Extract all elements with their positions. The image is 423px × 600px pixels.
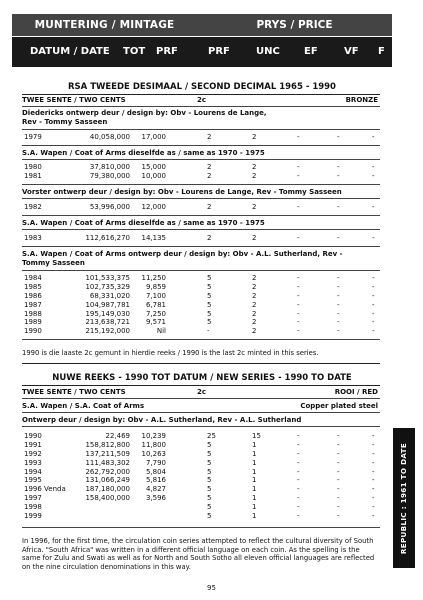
table-row (22, 432, 380, 441)
cell-unc: 1 (252, 458, 257, 467)
cell-ef: - (297, 309, 300, 318)
cell-ef: - (297, 327, 300, 336)
cell-prf: 5 (207, 300, 212, 309)
cell-f: - (372, 458, 375, 467)
cell-unc: 1 (252, 503, 257, 512)
table-row (22, 494, 380, 503)
col-prf-price: PRF (208, 46, 230, 57)
cell-prf: 5 (207, 440, 212, 449)
cell-proof-mintage: 11,800 (141, 440, 166, 449)
cell-vf: - (337, 512, 340, 521)
cell-vf: - (337, 203, 340, 211)
cell-ef: - (297, 234, 300, 242)
column-header-bar (12, 37, 392, 67)
table-row (22, 459, 380, 468)
section2-note (22, 537, 382, 571)
cell-vf: - (337, 163, 340, 171)
cell-f: - (372, 476, 375, 485)
cell-vf: - (337, 318, 340, 327)
cell-year: 1990 (24, 432, 42, 440)
cell-vf: - (337, 432, 340, 440)
coin-name: TWEE SENTE / TWO CENTS (22, 388, 126, 396)
cell-year: 1990 (24, 327, 42, 336)
divider (22, 106, 380, 107)
cell-prf: 5 (207, 512, 212, 521)
divider (22, 339, 380, 340)
col-unc: UNC (256, 46, 280, 57)
cell-f: - (372, 171, 375, 180)
cell-mintage: 215,192,000 (85, 327, 130, 336)
coin-name: TWEE SENTE / TWO CENTS (22, 96, 126, 104)
cell-mintage: 102,735,329 (85, 282, 130, 291)
cell-vf: - (337, 440, 340, 449)
table-row (22, 441, 380, 450)
table-row (22, 133, 380, 142)
cell-year: 1988 (24, 309, 42, 318)
cell-unc: 2 (252, 327, 257, 336)
cell-year: 1991 (24, 440, 42, 449)
cell-proof-mintage: 7,250 (145, 309, 166, 318)
cell-prf: 5 (207, 494, 212, 503)
cell-mintage: 68,331,020 (89, 291, 130, 300)
cell-f: - (372, 512, 375, 521)
cell-year: 1999 (24, 512, 42, 521)
col-date: DATUM / DATE (30, 46, 110, 57)
cell-mintage: 158,812,800 (85, 440, 130, 449)
cell-year: 1989 (24, 318, 42, 327)
cell-unc: 1 (252, 494, 257, 503)
note-line: same for Zulu and Swati as well as for North and South Sotho all eleven official languages are reflected (22, 554, 375, 563)
table-row (22, 234, 380, 243)
cell-vf: - (337, 449, 340, 458)
cell-vf: - (337, 133, 340, 141)
data-table (22, 203, 380, 212)
cell-unc: 2 (252, 171, 257, 180)
cell-prf: 2 (207, 203, 212, 211)
cell-vf: - (337, 503, 340, 512)
cell-prf: 5 (207, 274, 212, 282)
note-line: on the nine circulation denominations in this way. (22, 562, 191, 571)
data-table (22, 274, 380, 336)
divider (22, 129, 380, 130)
cell-mintage: 111,483,302 (85, 458, 130, 467)
cell-year: 1992 (24, 449, 42, 458)
table-row (22, 450, 380, 459)
cell-mintage: 79,380,000 (89, 171, 130, 180)
cell-year: 1982 (24, 203, 42, 211)
cell-ef: - (297, 274, 300, 282)
cell-f: - (372, 300, 375, 309)
col-prf-mintage: PRF (156, 46, 178, 57)
cell-year: 1986 (24, 291, 42, 300)
cell-unc: 2 (252, 282, 257, 291)
divider (22, 270, 380, 271)
table-row (22, 283, 380, 292)
table-row (22, 327, 380, 336)
data-table (22, 133, 380, 142)
cell-unc: 1 (252, 485, 257, 494)
side-tab-label: REPUBLIC : 1961 TO DATE (399, 442, 409, 554)
cell-ef: - (297, 171, 300, 180)
cell-ef: - (297, 458, 300, 467)
price-header-label: PRYS / PRICE (256, 19, 333, 31)
mintage-header-label: MUNTERING / MINTAGE (34, 19, 175, 31)
cell-ef: - (297, 503, 300, 512)
cell-f: - (372, 432, 375, 440)
cell-year: 1981 (24, 171, 42, 180)
cell-ef: - (297, 494, 300, 503)
cell-f: - (372, 440, 375, 449)
table-row (22, 301, 380, 310)
cell-unc: 2 (252, 291, 257, 300)
cell-f: - (372, 327, 375, 336)
cell-prf: 2 (207, 133, 212, 141)
cell-vf: - (337, 282, 340, 291)
cell-unc: 1 (252, 467, 257, 476)
cell-year: 1994 (24, 467, 42, 476)
cell-unc: 2 (252, 274, 257, 282)
design-note: S.A. Wapen / Coat of Arms dieselfde as / same as 1970 - 1975 (22, 149, 265, 157)
cell-year: 1985 (24, 282, 42, 291)
cell-proof-mintage: 9,859 (145, 282, 166, 291)
cell-prf: 5 (207, 282, 212, 291)
cell-mintage: 195,149,030 (85, 309, 130, 318)
cell-proof-mintage: 11,250 (141, 274, 166, 282)
cell-f: - (372, 291, 375, 300)
cell-year: 1996 Venda (24, 485, 66, 494)
cell-mintage: 104,987,781 (85, 300, 130, 309)
cell-unc: 2 (252, 318, 257, 327)
section2-arms-row (22, 402, 380, 410)
cell-f: - (372, 449, 375, 458)
arms-label: S.A. Wapen / S.A. Coat of Arms (22, 402, 145, 410)
table-row (22, 203, 380, 212)
cell-proof-mintage: 17,000 (141, 133, 166, 141)
cell-year: 1998 (24, 503, 42, 512)
cell-ef: - (297, 291, 300, 300)
cell-f: - (372, 467, 375, 476)
note-line: In 1996, for the first time, the circulation coin series attempted to reflect the cultural diversity of South (22, 537, 374, 545)
cell-unc: 2 (252, 163, 257, 171)
cell-unc: 2 (252, 300, 257, 309)
cell-prf: 25 (207, 432, 216, 440)
cell-ef: - (297, 440, 300, 449)
section1-note: 1990 is die laaste 2c gemunt in hierdie reeks / 1990 is the last 2c minted in this series. (22, 349, 319, 357)
cell-ef: - (297, 432, 300, 440)
design-note: S.A. Wapen / Coat of Arms dieselfde as / same as 1970 - 1975 (22, 219, 265, 227)
cell-vf: - (337, 327, 340, 336)
divider (22, 229, 380, 230)
cell-f: - (372, 485, 375, 494)
table-row (22, 163, 380, 172)
cell-proof-mintage: 5,804 (145, 467, 166, 476)
cell-f: - (372, 503, 375, 512)
divider (22, 385, 380, 386)
cell-mintage: 22,469 (105, 432, 130, 440)
cell-mintage: 213,638,721 (85, 318, 130, 327)
design-note: Ontwerp deur / design by: Obv - A.L. Sutherland, Rev - A.L. Sutherland (22, 416, 302, 424)
cell-vf: - (337, 300, 340, 309)
cell-f: - (372, 274, 375, 282)
divider (22, 159, 380, 160)
cell-mintage: 262,792,000 (85, 467, 130, 476)
coin-metal: ROOI / RED (334, 388, 378, 396)
table-row (22, 274, 380, 283)
cell-year: 1993 (24, 458, 42, 467)
cell-prf: 5 (207, 291, 212, 300)
cell-proof-mintage: 7,100 (145, 291, 166, 300)
table-row (22, 476, 380, 485)
cell-vf: - (337, 309, 340, 318)
divider (22, 398, 380, 399)
design-note: S.A. Wapen / Coat of Arms ontwerp deur / design by: Obv - A.L. Sutherland, Rev - (22, 250, 343, 258)
col-vf: VF (344, 46, 359, 57)
cell-f: - (372, 494, 375, 503)
cell-ef: - (297, 467, 300, 476)
cell-prf: 5 (207, 485, 212, 494)
arms-metal: Copper plated steel (300, 402, 378, 410)
cell-f: - (372, 234, 375, 242)
cell-unc: 2 (252, 133, 257, 141)
cell-ef: - (297, 485, 300, 494)
cell-f: - (372, 309, 375, 318)
cell-year: 1995 (24, 476, 42, 485)
cell-vf: - (337, 467, 340, 476)
cell-prf: 2 (207, 163, 212, 171)
cell-ef: - (297, 300, 300, 309)
cell-prf: - (207, 327, 210, 336)
cell-proof-mintage: 12,000 (141, 203, 166, 211)
cell-proof-mintage: 4,827 (145, 485, 166, 494)
cell-proof-mintage: 6,781 (145, 300, 166, 309)
coin-denom: 2c (197, 388, 207, 396)
cell-mintage: 158,400,000 (85, 494, 130, 503)
cell-vf: - (337, 234, 340, 242)
section-side-tab (393, 428, 415, 568)
cell-vf: - (337, 485, 340, 494)
mintage-header (12, 14, 197, 36)
cell-prf: 5 (207, 318, 212, 327)
cell-vf: - (337, 291, 340, 300)
cell-prf: 5 (207, 476, 212, 485)
cell-mintage: 101,533,375 (85, 274, 130, 282)
cell-vf: - (337, 476, 340, 485)
cell-prf: 2 (207, 234, 212, 242)
cell-proof-mintage: 10,263 (141, 449, 166, 458)
cell-ef: - (297, 512, 300, 521)
table-row (22, 485, 380, 494)
col-tot: TOT (123, 46, 146, 57)
cell-proof-mintage: 10,239 (141, 432, 166, 440)
cell-year: 1987 (24, 300, 42, 309)
cell-f: - (372, 203, 375, 211)
cell-proof-mintage: 7,790 (145, 458, 166, 467)
price-header (197, 14, 392, 36)
design-note: Diedericks ontwerp deur / design by: Obv - Lourens de Lange, (22, 109, 267, 117)
note-line: Africa. "South Africa" was written in a different official language on each coin. As the spelling is the (22, 545, 360, 554)
cell-unc: 1 (252, 476, 257, 485)
cell-mintage: 53,996,000 (89, 203, 130, 211)
cell-prf: 2 (207, 171, 212, 180)
divider (22, 426, 380, 427)
cell-f: - (372, 318, 375, 327)
cell-proof-mintage: 15,000 (141, 163, 166, 171)
cell-ef: - (297, 282, 300, 291)
section1-title: RSA TWEEDE DESIMAAL / SECOND DECIMAL 1965 - 1990 (68, 82, 336, 92)
divider (22, 527, 380, 528)
divider (22, 184, 380, 185)
cell-prf: 5 (207, 503, 212, 512)
design-note: Vorster ontwerp deur / design by: Obv - Lourens de Lange, Rev - Tommy Sasseen (22, 188, 342, 196)
cell-ef: - (297, 133, 300, 141)
cell-vf: - (337, 494, 340, 503)
cell-prf: 5 (207, 309, 212, 318)
cell-unc: 1 (252, 440, 257, 449)
design-note: Tommy Sasseen (22, 259, 85, 267)
cell-vf: - (337, 458, 340, 467)
divider (22, 145, 380, 146)
data-table (22, 163, 380, 181)
cell-proof-mintage: 14,135 (141, 234, 166, 242)
cell-vf: - (337, 171, 340, 180)
cell-mintage: 137,211,509 (85, 449, 130, 458)
cell-mintage: 37,810,000 (89, 163, 130, 171)
cell-f: - (372, 163, 375, 171)
divider (22, 412, 380, 413)
cell-prf: 5 (207, 449, 212, 458)
divider (22, 94, 380, 95)
cell-unc: 2 (252, 309, 257, 318)
cell-prf: 5 (207, 467, 212, 476)
cell-prf: 5 (207, 458, 212, 467)
section2-title: NUWE REEKS - 1990 TOT DATUM / NEW SERIES - 1990 TO DATE (52, 373, 352, 383)
cell-f: - (372, 282, 375, 291)
coin-denom: 2c (197, 96, 207, 104)
cell-year: 1980 (24, 163, 42, 171)
cell-ef: - (297, 318, 300, 327)
cell-year: 1997 (24, 494, 42, 503)
cell-unc: 2 (252, 203, 257, 211)
page-number: 95 (207, 584, 216, 592)
cell-proof-mintage: 9,571 (145, 318, 166, 327)
cell-unc: 1 (252, 512, 257, 521)
table-row (22, 468, 380, 477)
cell-ef: - (297, 449, 300, 458)
table-row (22, 318, 380, 327)
cell-ef: - (297, 163, 300, 171)
divider (22, 246, 380, 247)
divider (22, 198, 380, 199)
table-row (22, 503, 380, 512)
cell-ef: - (297, 476, 300, 485)
coin-metal: BRONZE (345, 96, 378, 104)
section1-coin-row (22, 96, 380, 104)
section2-coin-row (22, 388, 380, 396)
table-row (22, 292, 380, 301)
cell-mintage: 40,058,000 (89, 133, 130, 141)
design-note: Rev - Tommy Sasseen (22, 118, 108, 126)
cell-mintage: 131,066,249 (85, 476, 130, 485)
cell-proof-mintage: 5,816 (145, 476, 166, 485)
cell-year: 1983 (24, 234, 42, 242)
col-ef: EF (304, 46, 318, 57)
data-table (22, 234, 380, 243)
data-table (22, 432, 380, 521)
cell-unc: 15 (252, 432, 261, 440)
cell-vf: - (337, 274, 340, 282)
table-row (22, 172, 380, 181)
divider (22, 363, 380, 364)
cell-mintage: 187,180,000 (85, 485, 130, 494)
cell-year: 1984 (24, 274, 42, 282)
cell-unc: 2 (252, 234, 257, 242)
cell-f: - (372, 133, 375, 141)
cell-mintage: 112,616,270 (85, 234, 130, 242)
table-row (22, 512, 380, 521)
cell-ef: - (297, 203, 300, 211)
cell-proof-mintage: 10,000 (141, 171, 166, 180)
cell-unc: 1 (252, 449, 257, 458)
cell-proof-mintage: Nil (156, 327, 166, 336)
table-row (22, 310, 380, 319)
cell-year: 1979 (24, 133, 42, 141)
divider (22, 215, 380, 216)
col-f: F (378, 46, 385, 57)
cell-proof-mintage: 3,596 (145, 494, 166, 503)
